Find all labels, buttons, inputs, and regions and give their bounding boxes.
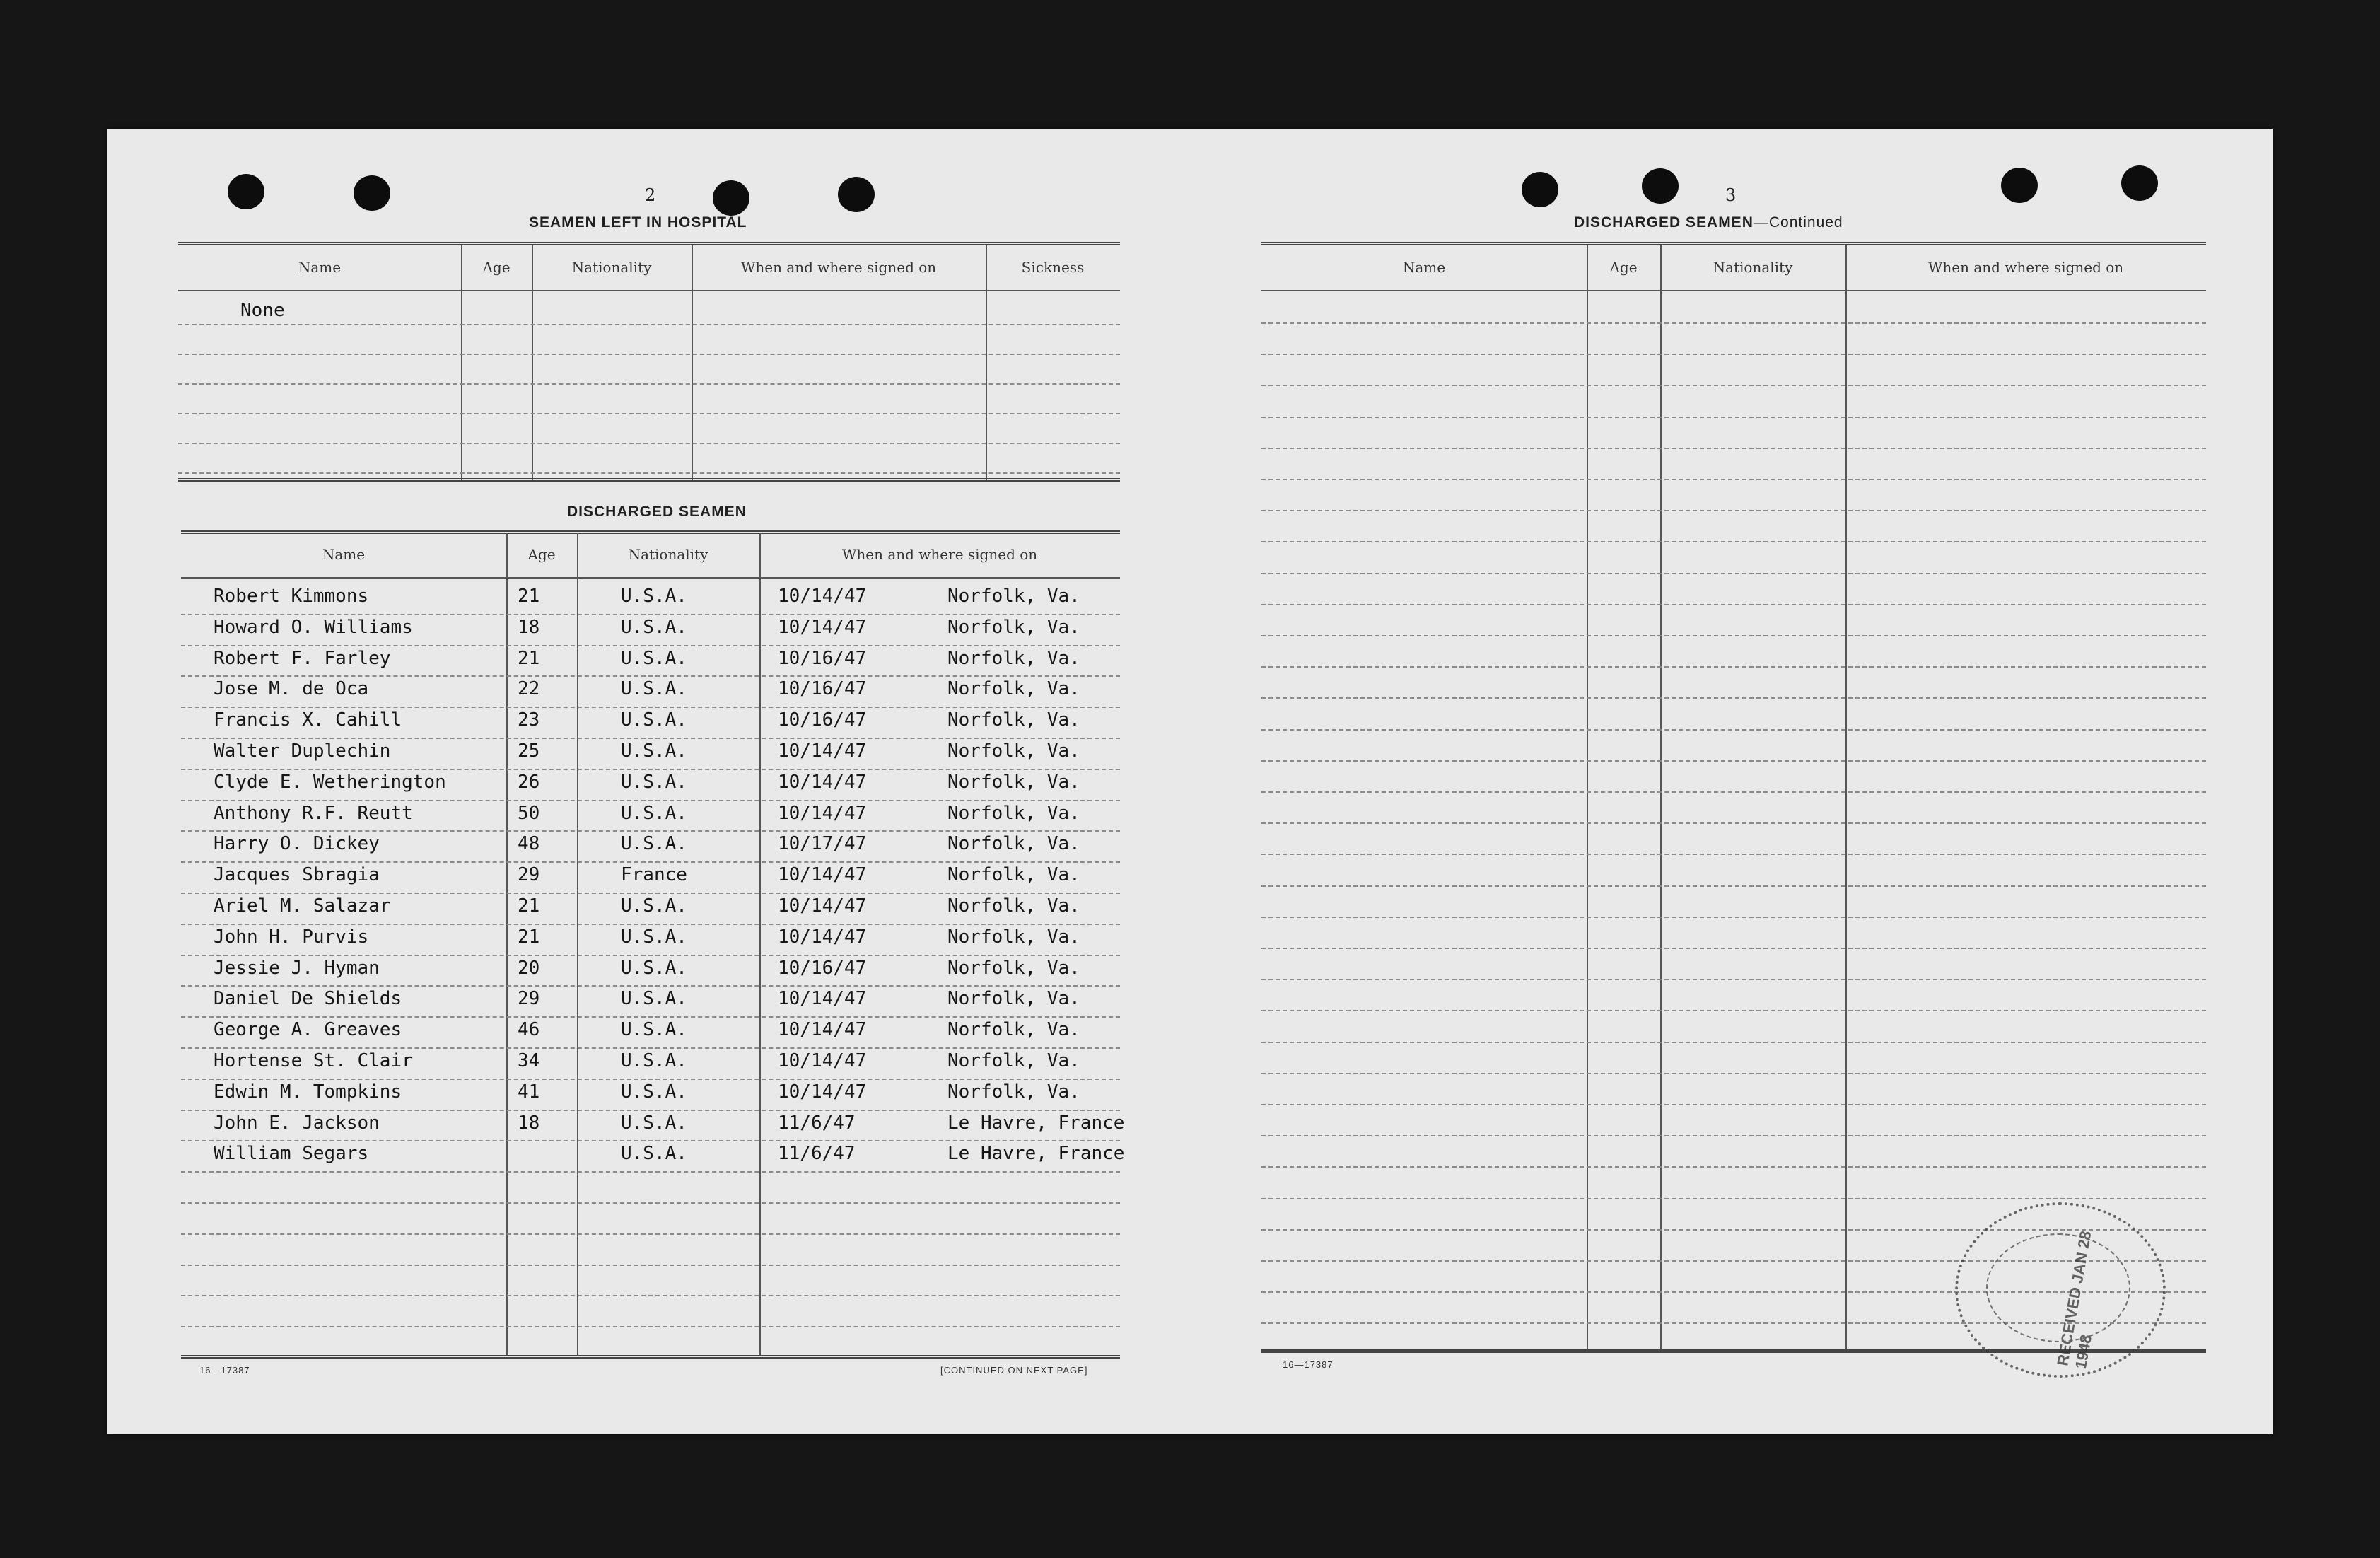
- discharged-nationality: U.S.A.: [621, 1143, 687, 1165]
- discharged-nationality: U.S.A.: [621, 1050, 687, 1071]
- discharged-place: Norfolk, Va.: [947, 957, 1080, 979]
- right-col-age: Age: [1609, 259, 1638, 276]
- discharged-nationality: U.S.A.: [621, 988, 687, 1010]
- discharged-place: Le Havre, France: [947, 1143, 1125, 1165]
- hospital-col-sickness: Sickness: [1021, 259, 1085, 276]
- discharged-nationality: U.S.A.: [621, 678, 687, 700]
- discharged-nationality: U.S.A.: [621, 1112, 687, 1134]
- discharged-date: 10/17/47: [778, 833, 867, 855]
- discharged-name: Howard O. Williams: [214, 616, 413, 638]
- discharged-nationality: U.S.A.: [621, 802, 687, 824]
- discharged-name: George A. Greaves: [214, 1019, 402, 1041]
- table-line: [1261, 448, 2206, 449]
- discharged-name: John H. Purvis: [214, 926, 369, 948]
- table-line: [1261, 979, 2206, 980]
- discharged-age: 26: [518, 771, 540, 793]
- table-line: [1261, 417, 2206, 418]
- table-line: [181, 1202, 1120, 1204]
- punch-hole: [2121, 165, 2158, 201]
- received-stamp: [1955, 1202, 2166, 1378]
- table-rule: [178, 290, 1120, 291]
- discharged-name: Jose M. de Oca: [214, 678, 369, 700]
- discharged-age: 29: [518, 988, 540, 1010]
- discharged-place: Norfolk, Va.: [947, 647, 1080, 669]
- discharged-nationality: U.S.A.: [621, 926, 687, 948]
- discharged-age: 18: [518, 616, 540, 638]
- table-line: [181, 1171, 1120, 1173]
- table-line: [1261, 666, 2206, 668]
- table-line: [1261, 1073, 2206, 1074]
- column-divider: [461, 245, 462, 481]
- table-line: [1261, 479, 2206, 480]
- table-line: [1261, 885, 2206, 887]
- discharged-nationality: U.S.A.: [621, 647, 687, 669]
- table-line: [181, 893, 1120, 894]
- discharged-place: Norfolk, Va.: [947, 895, 1080, 917]
- table-line: [181, 675, 1120, 677]
- discharged-name: Ariel M. Salazar: [214, 895, 391, 917]
- right-col-nationality: Nationality: [1713, 259, 1793, 276]
- table-line: [181, 1079, 1120, 1080]
- discharged-name: John E. Jackson: [214, 1112, 380, 1134]
- discharged-date: 10/14/47: [778, 988, 867, 1010]
- table-line: [1261, 854, 2206, 855]
- discharged-name: William Segars: [214, 1143, 369, 1165]
- discharged-place: Norfolk, Va.: [947, 740, 1080, 762]
- table-line: [1261, 635, 2206, 636]
- table-line: [178, 472, 1120, 474]
- discharged-col-age: Age: [527, 546, 556, 563]
- table-line: [181, 738, 1120, 739]
- discharged-place: Norfolk, Va.: [947, 678, 1080, 700]
- table-line: [181, 985, 1120, 987]
- punch-hole: [228, 174, 264, 209]
- column-divider: [1587, 245, 1588, 1352]
- column-divider: [986, 245, 987, 481]
- discharged-date: 10/14/47: [778, 1019, 867, 1041]
- table-line: [181, 955, 1120, 956]
- table-line: [181, 1295, 1120, 1296]
- discharged-place: Norfolk, Va.: [947, 771, 1080, 793]
- discharged-place: Norfolk, Va.: [947, 802, 1080, 824]
- discharged-nationality: U.S.A.: [621, 895, 687, 917]
- discharged-nationality: U.S.A.: [621, 1081, 687, 1103]
- discharged-nationality: France: [621, 864, 687, 886]
- table-line: [178, 413, 1120, 414]
- discharged-nationality: U.S.A.: [621, 616, 687, 638]
- discharged-name: Francis X. Cahill: [214, 709, 402, 731]
- discharged-age: 46: [518, 1019, 540, 1041]
- table-line: [1261, 573, 2206, 574]
- discharged-nationality: U.S.A.: [621, 709, 687, 731]
- right-col-signed-on: When and where signed on: [1927, 259, 2124, 276]
- column-divider: [1845, 245, 1847, 1352]
- discharged-nationality: U.S.A.: [621, 1019, 687, 1041]
- discharged-date: 10/14/47: [778, 895, 867, 917]
- table-line: [1261, 541, 2206, 542]
- discharged-nationality: U.S.A.: [621, 740, 687, 762]
- discharged-date: 10/16/47: [778, 678, 867, 700]
- discharged-age: 48: [518, 833, 540, 855]
- table-line: [1261, 1135, 2206, 1136]
- table-line: [1261, 917, 2206, 918]
- table-line: [1261, 322, 2206, 324]
- hospital-col-nationality: Nationality: [571, 259, 652, 276]
- discharged-date: 10/14/47: [778, 771, 867, 793]
- right-page-number: 3: [1725, 185, 1737, 205]
- discharged-place: Norfolk, Va.: [947, 988, 1080, 1010]
- table-rule: [181, 530, 1120, 534]
- table-line: [181, 1016, 1120, 1018]
- discharged-date: 10/14/47: [778, 1050, 867, 1071]
- discharged-age: 34: [518, 1050, 540, 1071]
- discharged-date: 11/6/47: [778, 1112, 856, 1134]
- table-line: [178, 324, 1120, 325]
- discharged-date: 10/16/47: [778, 647, 867, 669]
- table-rule: [181, 577, 1120, 579]
- table-line: [181, 1233, 1120, 1235]
- punch-hole: [1642, 168, 1679, 204]
- discharged-age: 25: [518, 740, 540, 762]
- discharged-place: Norfolk, Va.: [947, 926, 1080, 948]
- discharged-place: Norfolk, Va.: [947, 586, 1080, 607]
- column-divider: [532, 245, 533, 481]
- table-line: [181, 800, 1120, 801]
- discharged-name: Walter Duplechin: [214, 740, 391, 762]
- hospital-entry: None: [240, 300, 285, 321]
- table-line: [181, 1326, 1120, 1327]
- hospital-col-signed-on: When and where signed on: [740, 259, 937, 276]
- discharged-age: 50: [518, 802, 540, 824]
- discharged-place: Norfolk, Va.: [947, 1019, 1080, 1041]
- table-line: [1261, 1166, 2206, 1168]
- discharged-age: 21: [518, 926, 540, 948]
- discharged-nationality: U.S.A.: [621, 771, 687, 793]
- table-line: [181, 645, 1120, 646]
- table-line: [181, 1110, 1120, 1111]
- discharged-place: Norfolk, Va.: [947, 616, 1080, 638]
- stamp-text: RECEIVED JAN 28 1948: [2053, 1229, 2096, 1371]
- table-line: [1261, 729, 2206, 731]
- table-line: [1261, 822, 2206, 824]
- discharged-date: 10/14/47: [778, 802, 867, 824]
- table-rule: [181, 1355, 1120, 1359]
- discharged-place: Norfolk, Va.: [947, 1081, 1080, 1103]
- table-line: [181, 614, 1120, 615]
- discharged-date: 10/14/47: [778, 864, 867, 886]
- table-rule: [1261, 242, 2206, 245]
- table-line: [1261, 1198, 2206, 1199]
- table-line: [1261, 948, 2206, 949]
- column-divider: [692, 245, 693, 481]
- hospital-col-age: Age: [482, 259, 511, 276]
- discharged-name: Robert Kimmons: [214, 586, 369, 607]
- discharged-date: 10/14/47: [778, 616, 867, 638]
- discharged-name: Jacques Sbragia: [214, 864, 380, 886]
- discharged-name: Harry O. Dickey: [214, 833, 380, 855]
- discharged-age: 20: [518, 957, 540, 979]
- table-line: [181, 1140, 1120, 1141]
- right-form-number: 16—17387: [1283, 1359, 1334, 1370]
- discharged-nationality: U.S.A.: [621, 833, 687, 855]
- table-line: [181, 861, 1120, 863]
- table-rule: [178, 242, 1120, 245]
- discharged-place: Norfolk, Va.: [947, 864, 1080, 886]
- table-line: [1261, 510, 2206, 511]
- right-col-name: Name: [1402, 259, 1446, 276]
- table-line: [1261, 791, 2206, 793]
- right-section-title-main: DISCHARGED SEAMEN: [1574, 214, 1754, 231]
- table-rule: [1261, 290, 2206, 291]
- table-line: [1261, 385, 2206, 386]
- table-line: [178, 383, 1120, 385]
- right-section-title: [1574, 214, 1843, 231]
- discharged-age: 41: [518, 1081, 540, 1103]
- hospital-section-title: SEAMEN LEFT IN HOSPITAL: [529, 214, 747, 231]
- table-rule: [178, 478, 1120, 482]
- discharged-date: 10/14/47: [778, 1081, 867, 1103]
- punch-hole: [1522, 172, 1558, 207]
- discharged-date: 10/14/47: [778, 586, 867, 607]
- discharged-date: 10/16/47: [778, 957, 867, 979]
- table-line: [181, 1265, 1120, 1266]
- table-line: [1261, 604, 2206, 605]
- punch-hole: [713, 180, 749, 216]
- punch-hole: [838, 177, 875, 212]
- discharged-col-signed-on: When and where signed on: [841, 546, 1038, 563]
- discharged-place: Le Havre, France: [947, 1112, 1125, 1134]
- discharged-age: 21: [518, 586, 540, 607]
- table-line: [1261, 1042, 2206, 1043]
- discharged-name: Robert F. Farley: [214, 647, 391, 669]
- discharged-name: Daniel De Shields: [214, 988, 402, 1010]
- discharged-place: Norfolk, Va.: [947, 709, 1080, 731]
- discharged-name: Jessie J. Hyman: [214, 957, 380, 979]
- discharged-col-name: Name: [322, 546, 366, 563]
- table-line: [1261, 1010, 2206, 1011]
- discharged-date: 11/6/47: [778, 1143, 856, 1165]
- discharged-name: Edwin M. Tompkins: [214, 1081, 402, 1103]
- discharged-name: Clyde E. Wetherington: [214, 771, 446, 793]
- table-line: [181, 707, 1120, 708]
- table-line: [181, 1047, 1120, 1049]
- discharged-age: 23: [518, 709, 540, 731]
- table-line: [1261, 697, 2206, 699]
- continued-note: [CONTINUED ON NEXT PAGE]: [940, 1365, 1088, 1376]
- table-line: [1261, 1104, 2206, 1105]
- discharged-age: 21: [518, 647, 540, 669]
- discharged-section-title: DISCHARGED SEAMEN: [567, 504, 747, 520]
- discharged-age: 22: [518, 678, 540, 700]
- discharged-age: 29: [518, 864, 540, 886]
- left-page-number: 2: [645, 185, 656, 205]
- column-divider: [1660, 245, 1662, 1352]
- table-line: [181, 830, 1120, 832]
- table-line: [181, 924, 1120, 925]
- discharged-date: 10/14/47: [778, 926, 867, 948]
- table-line: [178, 443, 1120, 444]
- discharged-date: 10/16/47: [778, 709, 867, 731]
- punch-hole: [2001, 168, 2038, 203]
- discharged-col-nationality: Nationality: [628, 546, 708, 563]
- left-form-number: 16—17387: [199, 1365, 250, 1376]
- discharged-place: Norfolk, Va.: [947, 833, 1080, 855]
- discharged-age: 18: [518, 1112, 540, 1134]
- right-section-title-suffix: —Continued: [1753, 214, 1843, 231]
- discharged-nationality: U.S.A.: [621, 586, 687, 607]
- discharged-nationality: U.S.A.: [621, 957, 687, 979]
- punch-hole: [354, 175, 390, 211]
- table-line: [178, 354, 1120, 355]
- discharged-name: Anthony R.F. Reutt: [214, 802, 413, 824]
- hospital-col-name: Name: [298, 259, 342, 276]
- table-line: [1261, 354, 2206, 355]
- table-line: [1261, 760, 2206, 762]
- discharged-date: 10/14/47: [778, 740, 867, 762]
- discharged-age: 21: [518, 895, 540, 917]
- discharged-place: Norfolk, Va.: [947, 1050, 1080, 1071]
- discharged-name: Hortense St. Clair: [214, 1050, 413, 1071]
- table-line: [181, 769, 1120, 770]
